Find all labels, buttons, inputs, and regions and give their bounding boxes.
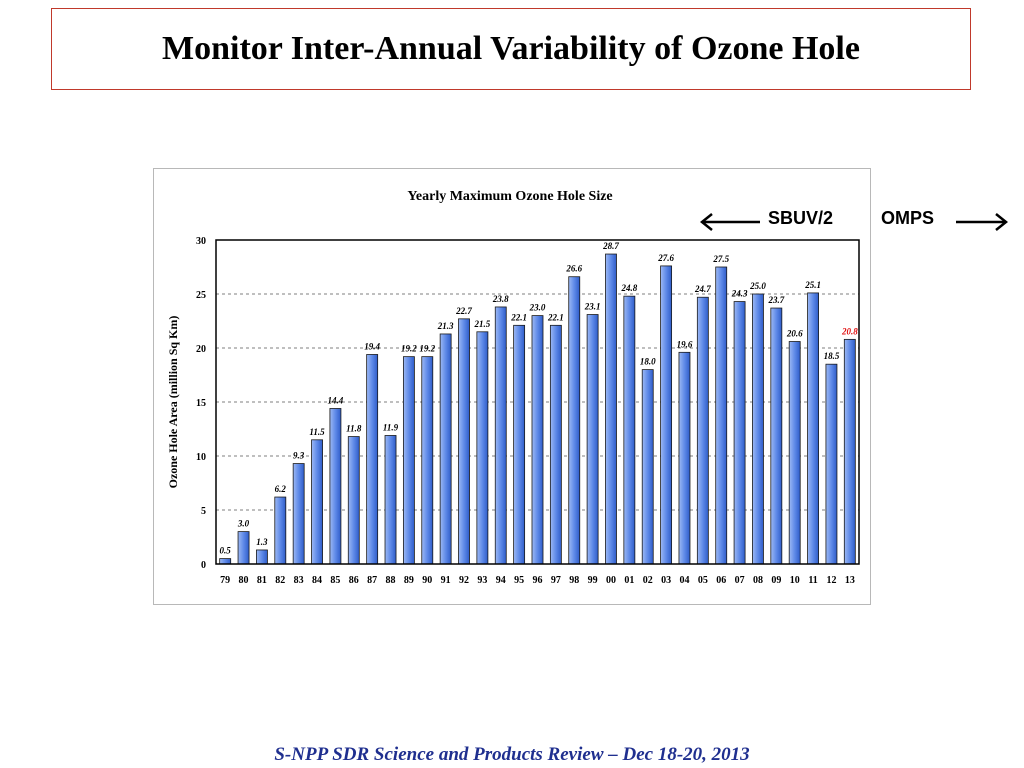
bar-value-label: 21.3 bbox=[437, 320, 454, 331]
bar-value-label: 0.5 bbox=[219, 545, 231, 556]
x-tick-label: 82 bbox=[275, 575, 286, 586]
bar-value-label: 23.0 bbox=[529, 302, 546, 313]
bar-09 bbox=[771, 308, 782, 564]
bar-79 bbox=[220, 559, 231, 564]
x-tick-label: 12 bbox=[826, 575, 837, 586]
bar-90 bbox=[422, 357, 433, 564]
slide-title: Monitor Inter-Annual Variability of Ozone Hole bbox=[162, 30, 860, 67]
right-arrow-icon bbox=[954, 212, 1010, 232]
bar-82 bbox=[275, 497, 286, 564]
bar-02 bbox=[642, 370, 653, 564]
y-tick-label: 0 bbox=[201, 560, 206, 571]
y-tick-label: 10 bbox=[196, 452, 206, 463]
y-tick-label: 30 bbox=[196, 236, 206, 247]
bar-value-label: 27.6 bbox=[658, 252, 674, 263]
bar-10 bbox=[789, 342, 800, 564]
bar-value-label: 24.8 bbox=[621, 283, 638, 294]
x-tick-label: 93 bbox=[477, 575, 488, 586]
x-tick-label: 06 bbox=[716, 575, 727, 586]
bar-87 bbox=[367, 354, 378, 564]
x-tick-label: 80 bbox=[238, 575, 249, 586]
x-tick-label: 94 bbox=[495, 575, 506, 586]
x-tick-label: 95 bbox=[514, 575, 525, 586]
bar-80 bbox=[238, 532, 249, 564]
bar-84 bbox=[312, 440, 323, 564]
x-tick-label: 99 bbox=[587, 575, 598, 586]
x-tick-label: 84 bbox=[312, 575, 323, 586]
x-tick-label: 92 bbox=[459, 575, 470, 586]
bar-value-label: 22.1 bbox=[547, 312, 564, 323]
x-tick-labels bbox=[220, 575, 855, 586]
bar-85 bbox=[330, 408, 341, 564]
x-tick-label: 01 bbox=[624, 575, 635, 586]
bar-95 bbox=[514, 325, 525, 564]
bar-86 bbox=[348, 437, 359, 564]
x-tick-label: 04 bbox=[679, 575, 690, 586]
bar-value-label: 28.7 bbox=[603, 241, 619, 252]
bar-91 bbox=[440, 334, 451, 564]
x-tick-label: 81 bbox=[256, 575, 267, 586]
x-tick-label: 00 bbox=[605, 575, 616, 586]
x-tick-label: 11 bbox=[808, 575, 818, 586]
bar-value-label: 27.5 bbox=[713, 254, 730, 264]
x-tick-label: 10 bbox=[789, 575, 800, 586]
y-tick-label: 20 bbox=[196, 344, 206, 355]
bar-value-label: 11.9 bbox=[382, 422, 399, 433]
bar-value-label: 23.7 bbox=[768, 295, 785, 306]
bar-05 bbox=[697, 297, 708, 564]
bar-06 bbox=[716, 267, 727, 564]
y-tick-label: 5 bbox=[201, 506, 206, 517]
x-tick-label: 88 bbox=[385, 575, 396, 586]
bar-93 bbox=[477, 332, 488, 564]
ozone-bar-chart bbox=[154, 169, 870, 604]
bar-value-label: 9.3 bbox=[293, 450, 305, 461]
x-tick-label: 85 bbox=[330, 575, 341, 586]
x-tick-label: 13 bbox=[844, 575, 855, 586]
bar-value-label: 11.8 bbox=[346, 423, 362, 434]
chart-frame bbox=[153, 168, 871, 605]
bar-value-label: 19.2 bbox=[419, 343, 436, 354]
bar-value-label: 6.2 bbox=[274, 484, 286, 495]
bar-92 bbox=[459, 319, 470, 564]
bar-value-label: 11.5 bbox=[309, 426, 325, 437]
bar-04 bbox=[679, 352, 690, 564]
bar-value-label: 25.0 bbox=[750, 281, 766, 291]
x-tick-label: 07 bbox=[734, 575, 745, 586]
x-tick-label: 91 bbox=[440, 575, 451, 586]
bar-value-label: 21.5 bbox=[474, 318, 491, 329]
bar-88 bbox=[385, 435, 396, 564]
bar-01 bbox=[624, 296, 635, 564]
bar-00 bbox=[605, 254, 616, 564]
bar-value-label: 19.4 bbox=[364, 341, 381, 352]
x-tick-label: 08 bbox=[752, 575, 763, 586]
x-tick-label: 86 bbox=[348, 575, 359, 586]
chart-title: Yearly Maximum Ozone Hole Size bbox=[407, 189, 613, 204]
bar-value-label: 19.6 bbox=[676, 339, 693, 350]
bar-13 bbox=[844, 339, 855, 564]
slide-footer: S-NPP SDR Science and Products Review – Dec 18-20, 2013 bbox=[274, 744, 750, 765]
bar-value-label: 19.2 bbox=[401, 343, 417, 354]
bar-83 bbox=[293, 464, 304, 564]
x-tick-label: 87 bbox=[367, 575, 378, 586]
bar-value-label: 22.7 bbox=[456, 305, 472, 316]
bar-value-label: 24.7 bbox=[694, 284, 711, 295]
y-tick-label: 25 bbox=[196, 290, 206, 301]
bar-12 bbox=[826, 364, 837, 564]
bar-96 bbox=[532, 316, 543, 564]
bar-value-label: 25.1 bbox=[805, 279, 821, 290]
bar-08 bbox=[752, 294, 763, 564]
bar-value-label: 26.6 bbox=[566, 263, 583, 274]
bar-value-label: 22.1 bbox=[511, 312, 528, 323]
bars bbox=[220, 254, 856, 564]
x-tick-label: 02 bbox=[642, 575, 653, 586]
x-tick-label: 03 bbox=[661, 575, 672, 586]
left-arrow-icon bbox=[698, 212, 762, 232]
y-axis-label: Ozone Hole Area (million Sq Km) bbox=[166, 315, 180, 489]
x-tick-label: 97 bbox=[550, 575, 561, 586]
title-box bbox=[51, 8, 971, 90]
bar-value-label: 18.5 bbox=[823, 351, 840, 362]
x-tick-label: 96 bbox=[532, 575, 543, 586]
y-tick-labels bbox=[196, 236, 206, 571]
bar-98 bbox=[569, 277, 580, 564]
bar-89 bbox=[403, 357, 414, 564]
omps-label: OMPS bbox=[881, 208, 935, 228]
x-tick-label: 05 bbox=[697, 575, 708, 586]
bar-value-label: 3.0 bbox=[237, 518, 250, 529]
sbuv2-label: SBUV/2 bbox=[768, 208, 834, 228]
bar-99 bbox=[587, 315, 598, 564]
bar-03 bbox=[661, 266, 672, 564]
x-tick-label: 98 bbox=[569, 575, 580, 586]
bar-value-label: 20.6 bbox=[786, 328, 803, 339]
x-tick-label: 09 bbox=[771, 575, 782, 586]
bar-value-label: 20.8 bbox=[841, 326, 858, 337]
bar-81 bbox=[256, 550, 267, 564]
bar-07 bbox=[734, 302, 745, 564]
x-tick-label: 90 bbox=[422, 575, 433, 586]
y-tick-label: 15 bbox=[196, 398, 206, 409]
bar-value-label: 23.1 bbox=[584, 301, 601, 312]
x-tick-label: 89 bbox=[403, 575, 414, 586]
bar-value-label: 23.8 bbox=[492, 293, 509, 304]
x-tick-label: 79 bbox=[220, 575, 231, 586]
bar-97 bbox=[550, 325, 561, 564]
bar-value-label: 1.3 bbox=[256, 536, 268, 547]
bar-94 bbox=[495, 307, 506, 564]
bar-value-label: 14.4 bbox=[327, 395, 344, 406]
bar-value-label: 18.0 bbox=[639, 356, 656, 367]
x-tick-label: 83 bbox=[293, 575, 304, 586]
bar-11 bbox=[808, 293, 819, 564]
bar-value-label: 24.3 bbox=[731, 288, 748, 299]
